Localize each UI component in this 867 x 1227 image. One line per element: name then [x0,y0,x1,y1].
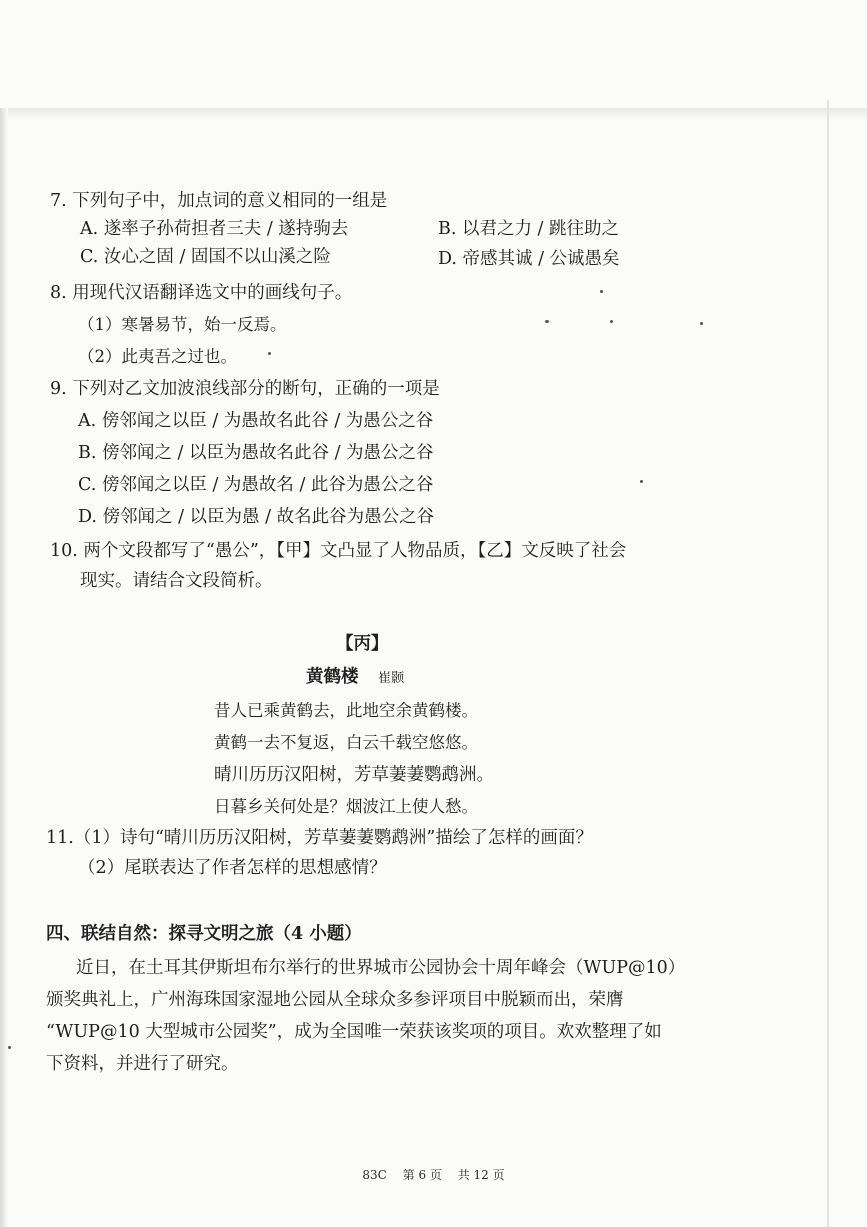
section-4-heading: 四、联结自然：探寻文明之旅（4 小题） [46,924,362,944]
poem-title-row [306,666,404,690]
q7-option-a: A. 遂率子孙荷担者三夫 / 遂持驹去 [80,219,349,239]
footer-total: 共 12 页 [457,1168,505,1182]
q7-option-b: B. 以君之力 / 跳往助之 [438,219,620,239]
poem-line-4: 日暮乡关何处是？烟波江上使人愁。 [214,797,478,816]
poem-line-2: 黄鹤一去不复返，白云千载空悠悠。 [214,733,478,752]
q11-line-2: （2）尾联表达了作者怎样的思想感情？ [78,858,387,878]
poem-line-3: 晴川历历汉阳树，芳草萋萋鹦鹉洲。 [214,765,494,785]
q9-option-b: B. 傍邻闻之 / 以臣为愚故名此谷 / 为愚公之谷 [78,443,434,463]
q11-line-1: 11.（1）诗句“晴川历历汉阳树，芳草萋萋鹦鹉洲”描绘了怎样的画面？ [46,828,593,848]
scan-speck [545,320,549,323]
q7-option-c: C. 汝心之固 / 固国不以山溪之险 [80,247,331,267]
paper-crease [827,100,829,1227]
q10-line-2: 现实。请结合文段简析。 [80,571,273,591]
scan-edge-left [0,108,8,1227]
footer-code: 83C [362,1168,387,1182]
section-4-para-line-4: 下资料，并进行了研究。 [46,1054,239,1074]
scan-speck [640,480,643,483]
q8-stem: 8. 用现代汉语翻译选文中的画线句子。 [50,283,353,303]
poem-title: 黄鹤楼 [306,667,359,687]
section-4-para-line-2: 颁奖典礼上，广州海珠国家湿地公园从全球众多参评项目中脱颖而出，荣膺 [46,990,624,1010]
q7-stem: 7. 下列句子中，加点词的意义相同的一组是 [50,191,388,211]
scan-speck [8,1046,11,1049]
scan-speck [268,352,271,355]
q9-stem: 9. 下列对乙文加波浪线部分的断句，正确的一项是 [50,379,440,399]
scan-speck [600,290,603,293]
section-4-para-line-1: 近日，在土耳其伊斯坦布尔举行的世界城市公园协会十周年峰会（WUP@10） [76,958,686,978]
section-4-para-line-3: “WUP@10 大型城市公园奖”，成为全国唯一荣获该奖项的项目。欢欢整理了如 [46,1022,662,1042]
q9-option-d: D. 傍邻闻之 / 以臣为愚 / 故名此谷为愚公之谷 [78,507,435,527]
page-footer [0,1166,867,1183]
q8-sentence-1: （1）寒暑易节，始一反焉。 [78,315,287,334]
poem-line-1: 昔人已乘黄鹤去，此地空余黄鹤楼。 [214,701,478,720]
q9-option-a: A. 傍邻闻之以臣 / 为愚故名此谷 / 为愚公之谷 [78,411,434,431]
q7-option-d: D. 帝感其诚 / 公诚愚矣 [438,249,620,269]
q8-sentence-2: （2）此夷吾之过也。 [78,347,237,366]
scan-speck [700,322,703,325]
scan-speck [610,320,613,323]
q10-line-1: 10. 两个文段都写了“愚公”，【甲】文凸显了人物品质，【乙】文反映了社会 [50,541,627,561]
poem-author: 崔颢 [378,671,405,686]
q9-option-c: C. 傍邻闻之以臣 / 为愚故名 / 此谷为愚公之谷 [78,475,434,495]
scan-edge-top [0,108,867,120]
footer-page: 第 6 页 [402,1168,442,1182]
poem-section-label: 【丙】 [336,634,389,654]
